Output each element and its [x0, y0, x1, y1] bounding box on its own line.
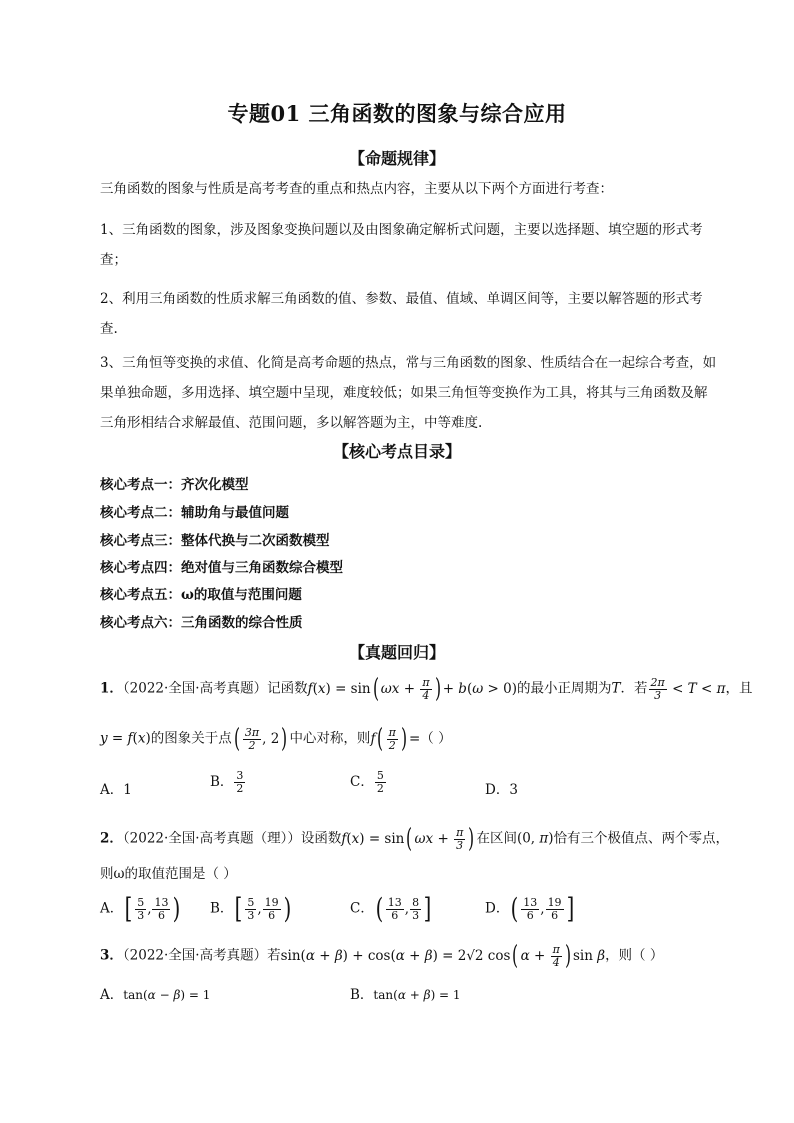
section-heading-core: 【核心考点目录】 — [332, 442, 461, 461]
page-title: 专题01 三角函数的图象与综合应用 — [227, 101, 567, 126]
core-point-5: 核心考点五：ω的取值与范围问题 — [100, 587, 302, 603]
question-3-line-1: 3．（2022·全国·高考真题）若sin(α + β) + cos(α + β) = 2√2 cos( α + $\frac{\pi}{4}$ ) sin β，则（ ） — [100, 941, 664, 971]
q1-period-range: $\frac{2\pi}{3}$ < T < π — [650, 675, 726, 702]
q3-option-b[interactable]: B．tan(α + β) = 1 — [350, 987, 461, 1003]
intro-paragraph-0: 三角函数的图象与性质是高考考查的重点和热点内容，主要从以下两个方面进行考查： — [100, 181, 613, 197]
q1-center-point: ( $\frac{3\pi}{2}$ , 2) — [233, 724, 288, 754]
core-point-4: 核心考点四：绝对值与三角函数综合模型 — [100, 560, 343, 576]
q1-option-c[interactable]: C． $\frac{5}{2}$ — [350, 769, 384, 795]
q1-target-expression: f( $\frac{\pi}{2}$ ) = — [370, 724, 421, 754]
q1-option-b[interactable]: B． $\frac{3}{2}$ — [210, 769, 244, 795]
q2-option-d[interactable]: D．( $\frac{13}{6}$ , $\frac{19}{6}$ ] — [485, 892, 574, 925]
q1-option-a[interactable]: A．1 — [100, 782, 132, 798]
question-2-line-1: 2．（2022·全国·高考真题（理））设函数f(x) = sin( ωx + $\frac{\pi}{3}$ ) 在区间(0, π)恰有三个极值点、两个零点， — [100, 824, 730, 854]
q3-option-a[interactable]: A．tan(α − β) = 1 — [100, 987, 211, 1003]
q1-function-formula: f(x) = sin( ωx + $\frac{\pi}{4}$ ) + b(ω > 0) — [307, 674, 518, 704]
core-point-3: 核心考点三：整体代换与二次函数模型 — [100, 533, 330, 549]
intro-paragraph-2: 2、利用三角函数的性质求解三角函数的值、参数、最值、值域、单调区间等，主要以解答题的形式考查. — [100, 291, 703, 337]
intro-paragraph-1: 1、三角函数的图象，涉及图象变换问题以及由图象确定解析式问题，主要以选择题、填空题的形式考查； — [100, 222, 703, 268]
q2-option-b[interactable]: B．[ $\frac{5}{3}$ , $\frac{19}{6}$ ) — [210, 892, 291, 925]
q3-equation: sin(α + β) + cos(α + β) = 2√2 cos( α + $\frac{\pi}{4}$ ) sin β — [280, 941, 606, 971]
question-2-line-2: 则ω的取值范围是（ ） — [100, 866, 237, 882]
q2-function-formula: f(x) = sin( ωx + $\frac{\pi}{3}$ ) — [341, 824, 475, 854]
q2-option-a[interactable]: A．[ $\frac{5}{3}$ , $\frac{13}{6}$ ) — [100, 892, 181, 925]
question-1-line-2: y = f(x)的图象关于点( $\frac{3\pi}{2}$ , 2) 中心对称，则f( $\frac{\pi}{2}$ ) =（ ） — [100, 724, 452, 754]
core-point-2: 核心考点二：辅助角与最值问题 — [100, 505, 289, 521]
core-point-6: 核心考点六：三角函数的综合性质 — [100, 615, 303, 631]
core-point-1: 核心考点一：齐次化模型 — [100, 477, 249, 493]
q2-option-c[interactable]: C．( $\frac{13}{6}$ , $\frac{8}{3}$ ] — [350, 892, 432, 925]
section-heading-real: 【真题回归】 — [348, 643, 445, 662]
q1-option-d[interactable]: D．3 — [485, 782, 518, 798]
section-heading-rule: 【命题规律】 — [348, 149, 445, 168]
question-1-line-1: 1．（2022·全国·高考真题）记函数f(x) = sin( ωx + $\frac{\pi}{4}$ ) + b(ω > 0)的最小正周期为T．若 $\frac{2\pi}{3}$ < T < π，且 — [100, 674, 753, 704]
intro-paragraph-3: 3、三角恒等变换的求值、化简是高考命题的热点，常与三角函数的图象、性质结合在一起综合考查，如果单独命题，多用选择、填空题中呈现，难度较低；如果三角恒等变换作为工具，将其与三角函数及解三角形相结合求解最值、范围问题，多以解答题为主，中等难度. — [100, 355, 717, 431]
